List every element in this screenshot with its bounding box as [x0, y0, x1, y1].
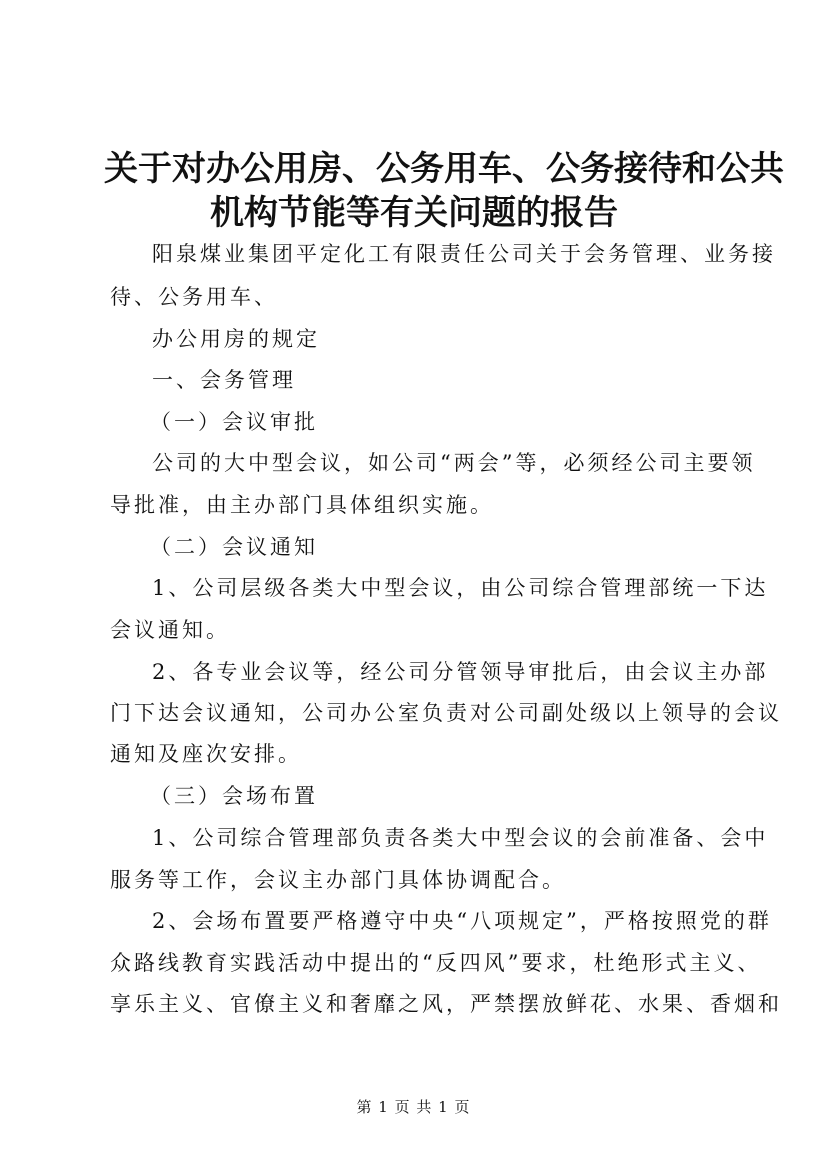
paragraph-line: 1、公司综合管理部负责各类大中型会议的会前准备、会中	[152, 826, 769, 850]
paragraph-line: 2、各专业会议等，经公司分管领导审批后，由会议主办部	[152, 660, 769, 684]
paragraph-line: 通知及座次安排。	[110, 742, 302, 766]
paragraph-line: 阳泉煤业集团平定化工有限责任公司关于会务管理、业务接	[152, 242, 776, 266]
section-heading: 一、会务管理	[152, 368, 296, 392]
paragraph-line: 门下达会议通知，公司办公室负责对公司副处级以上领导的会议	[110, 701, 782, 725]
document-title-line-1: 关于对办公用房、公务用车、公务接待和公共	[104, 149, 784, 189]
document-title-line-2: 机构节能等有关问题的报告	[210, 193, 618, 233]
paragraph-line: 众路线教育实践活动中提出的“反四风”要求，杜绝形式主义、	[110, 951, 762, 975]
paragraph-line: 公司的大中型会议，如公司“两会”等，必须经公司主要领	[152, 451, 756, 475]
paragraph-line: 享乐主义、官僚主义和奢靡之风，严禁摆放鲜花、水果、香烟和	[110, 992, 782, 1016]
paragraph-line: 服务等工作，会议主办部门具体协调配合。	[110, 868, 566, 892]
subsection-heading: （二）会议通知	[150, 535, 318, 559]
paragraph-line: 导批准，由主办部门具体组织实施。	[110, 493, 494, 517]
paragraph-line: 1、公司层级各类大中型会议，由公司综合管理部统一下达	[152, 576, 769, 600]
subsection-heading: （一）会议审批	[150, 410, 318, 434]
page-number-footer: 第 1 页 共 1 页	[356, 1098, 471, 1116]
paragraph-line: 会议通知。	[110, 618, 230, 642]
subsection-heading: （三）会场布置	[150, 784, 318, 808]
paragraph-line: 办公用房的规定	[152, 327, 320, 351]
paragraph-line: 待、公务用车、	[110, 285, 278, 309]
paragraph-line: 2、会场布置要严格遵守中央“八项规定”，严格按照党的群	[152, 909, 772, 933]
